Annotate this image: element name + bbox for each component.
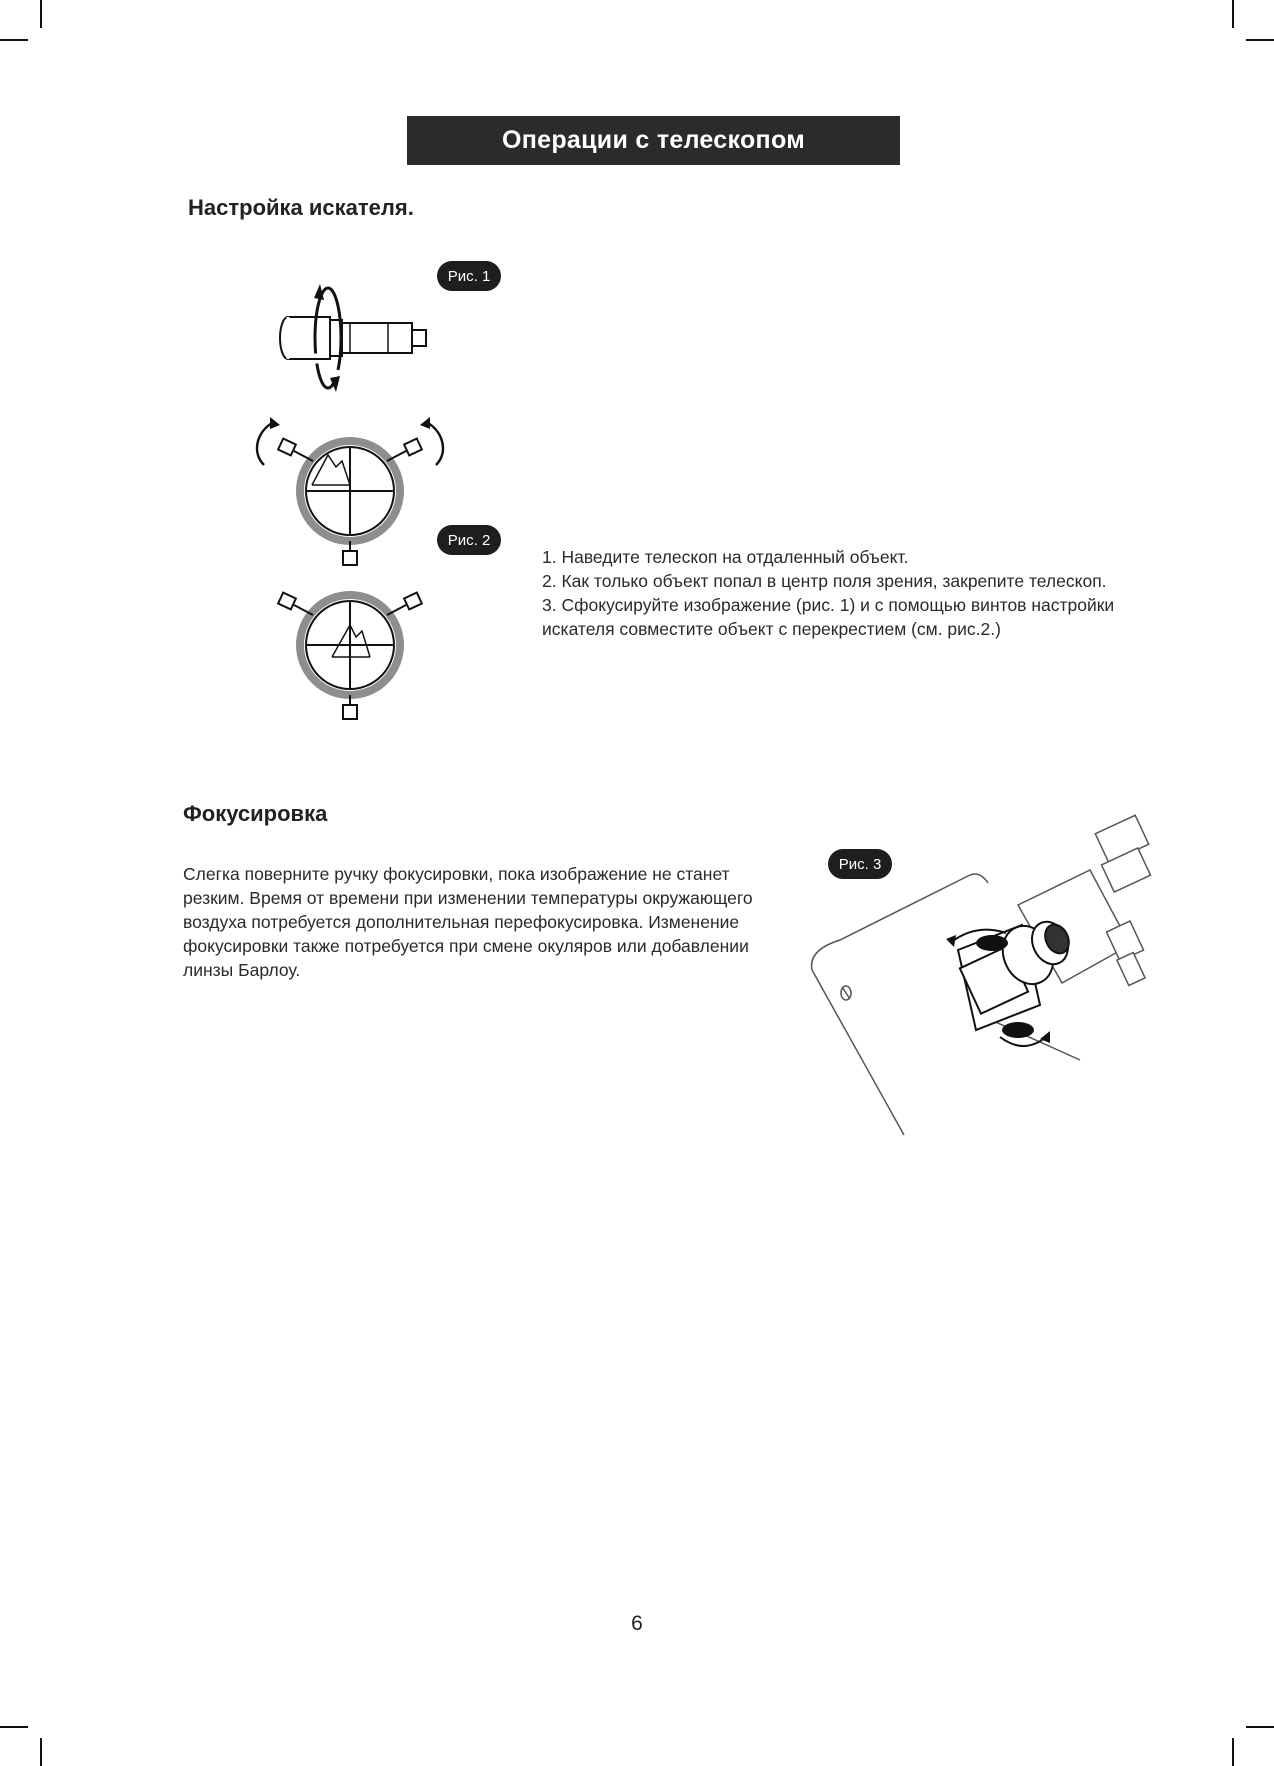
reticle-aligned-illustration	[250, 585, 460, 725]
crop-mark	[1232, 1738, 1234, 1766]
finder-heading: Настройка искателя.	[188, 195, 414, 220]
crop-mark	[40, 0, 42, 28]
crop-mark	[0, 1726, 28, 1728]
finder-steps	[542, 545, 1162, 641]
fig1-label: Рис. 1	[437, 261, 501, 291]
reticle-misaligned-illustration	[250, 413, 460, 573]
crop-mark	[1246, 39, 1274, 41]
crop-mark	[40, 1738, 42, 1766]
fig2-label: Рис. 2	[437, 525, 501, 555]
finder-step: 2. Как только объект попал в центр поля зрения, закрепите телескоп.	[542, 571, 1107, 591]
section-banner: Операции с телескопом	[407, 116, 900, 165]
focuser-illustration	[800, 815, 1160, 1140]
crop-mark	[1246, 1726, 1274, 1728]
finder-scope-illustration	[270, 280, 440, 400]
page-number: 6	[631, 1612, 643, 1635]
focus-text: Слегка поверните ручку фокусировки, пока изображение не станет резким. Время от времени при изменении температуры окружающего воздуха потребуется дополнительная перефокусировка. Изменение фокусировки также потребуется при смене окуляров или добавлении линзы Барлоу.	[183, 864, 753, 980]
crop-mark	[1232, 0, 1234, 28]
finder-step: 3. Сфокусируйте изображение (рис. 1) и с помощью винтов настройки искателя совместите объект с перекрестием (см. рис.2.)	[542, 595, 1115, 639]
finder-step: 1. Наведите телескоп на отдаленный объект.	[542, 547, 909, 567]
focus-heading: Фокусировка	[183, 801, 328, 826]
crop-mark	[0, 39, 28, 41]
fig3-label: Рис. 3	[828, 849, 892, 879]
